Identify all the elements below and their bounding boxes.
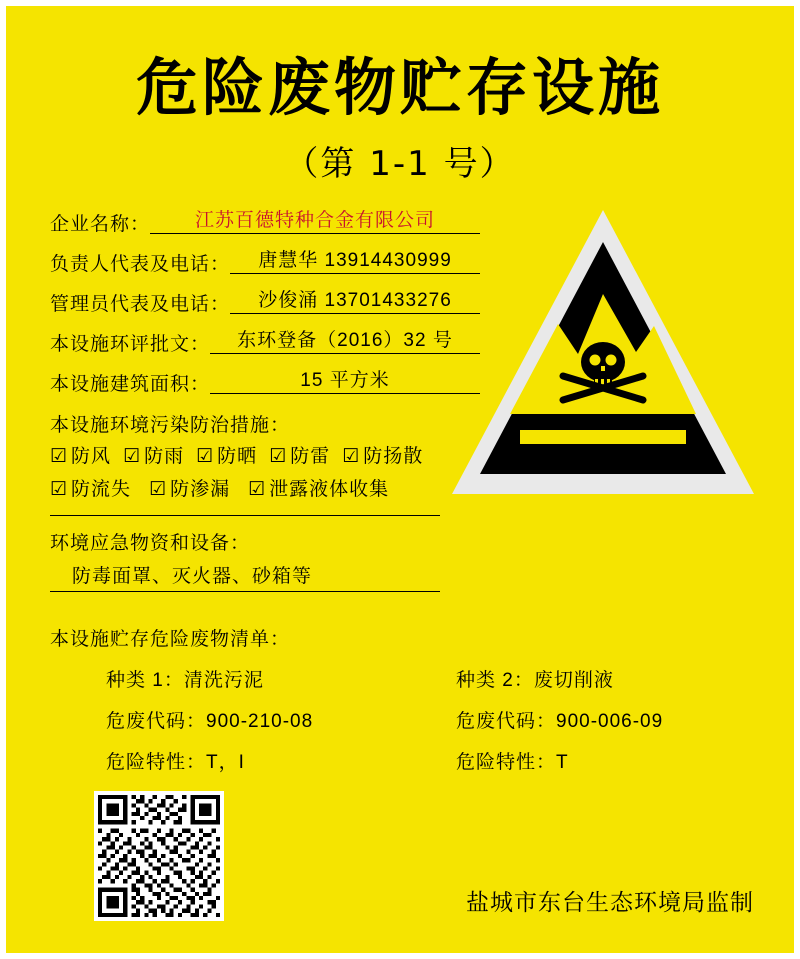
measure-item	[123, 447, 184, 466]
measure-item	[269, 447, 330, 466]
facility-form	[50, 211, 480, 592]
admin-label: 管理员代表及电话：	[50, 294, 231, 315]
emergency-label: 环境应急物资和设备：	[50, 533, 251, 554]
measures-checklist	[50, 447, 450, 513]
waste-item	[50, 671, 400, 794]
measure-item	[50, 480, 131, 499]
checkbox-icon: ☑	[342, 446, 361, 467]
area-label: 本设施建筑面积：	[50, 374, 211, 395]
waste-code: 危废代码：900-210-08	[106, 711, 314, 732]
checkbox-icon: ☑	[196, 446, 215, 467]
waste-list-title: 本设施贮存危险废物清单：	[50, 629, 291, 650]
measure-label: 防雨	[144, 446, 185, 467]
area-row	[50, 371, 480, 394]
measure-label: 防晒	[217, 446, 258, 467]
measure-label: 防流失	[71, 479, 132, 500]
waste-item	[400, 671, 750, 794]
hazard-toxic-triangle-icon	[448, 202, 758, 502]
company-label: 企业名称：	[50, 214, 151, 235]
area-value: 15 平方米	[210, 371, 480, 394]
measure-item	[342, 447, 423, 466]
measure-label: 防雷	[290, 446, 331, 467]
measure-item	[196, 447, 257, 466]
checkbox-icon: ☑	[50, 479, 69, 500]
waste-type: 种类 1：清洗污泥	[106, 670, 264, 691]
checkbox-icon: ☑	[149, 479, 168, 500]
sign-number: （第 1-1 号）	[284, 144, 516, 185]
checkbox-icon: ☑	[269, 446, 288, 467]
admin-value: 沙俊涌 13701433276	[230, 291, 480, 314]
measure-item	[149, 480, 230, 499]
admin-row	[50, 291, 480, 314]
company-row	[50, 211, 480, 234]
manager-value: 唐慧华 13914430999	[230, 251, 480, 274]
checkbox-icon: ☑	[50, 446, 69, 467]
measure-label: 泄露液体收集	[269, 479, 390, 500]
approval-label: 本设施环评批文：	[50, 334, 211, 355]
page-title: 危险废物贮存设施	[135, 51, 664, 124]
qr-code-icon	[94, 791, 224, 921]
approval-row	[50, 331, 480, 354]
emergency-value: 防毒面罩、灭火器、砂箱等	[50, 567, 440, 592]
waste-hazard: 危险特性：T	[456, 752, 569, 773]
waste-list	[50, 671, 750, 794]
measure-item	[50, 447, 111, 466]
waste-hazard: 危险特性：T，I	[106, 752, 245, 773]
company-value: 江苏百德特种合金有限公司	[150, 211, 480, 234]
waste-code: 危废代码：900-006-09	[456, 711, 664, 732]
measures-label: 本设施环境污染防治措施：	[50, 415, 291, 436]
approval-value: 东环登备（2016）32 号	[210, 331, 480, 354]
waste-type: 种类 2：废切削液	[456, 670, 614, 691]
issuing-authority: 盐城市东台生态环境局监制	[466, 889, 754, 915]
measures-divider	[50, 515, 440, 516]
measure-label: 防风	[71, 446, 112, 467]
measure-label: 防渗漏	[170, 479, 231, 500]
manager-row	[50, 251, 480, 274]
measure-label: 防扬散	[363, 446, 424, 467]
manager-label: 负责人代表及电话：	[50, 254, 231, 275]
measure-item	[248, 480, 389, 499]
checkbox-icon: ☑	[123, 446, 142, 467]
checkbox-icon: ☑	[248, 479, 267, 500]
